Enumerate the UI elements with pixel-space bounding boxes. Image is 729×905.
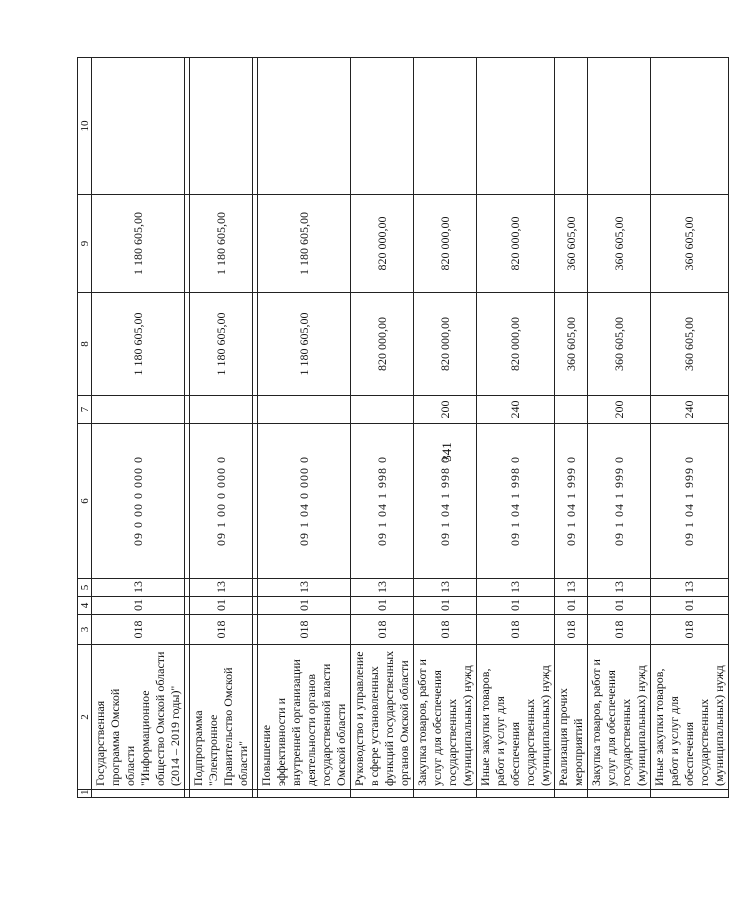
target-article-cell: 09 1 04 0 000 0 (258, 424, 351, 579)
expense-type-cell: 200 (588, 396, 651, 424)
amount-cell: 360 605,00 (555, 195, 588, 293)
expense-type-cell: 200 (414, 396, 477, 424)
subsection-cell: 13 (588, 579, 651, 597)
section-cell: 01 (92, 597, 185, 615)
amount-cell (258, 58, 351, 195)
subsection-cell: 13 (555, 579, 588, 597)
row-name-cell: Иные закупки товаров, работ и услуг для обеспечения государственных (муниципальных) нужд (477, 645, 555, 790)
section-cell: 01 (588, 597, 651, 615)
column-header: 6 (78, 424, 92, 579)
subsection-cell: 13 (477, 579, 555, 597)
code-cell: 018 (414, 615, 477, 645)
code-cell: 018 (190, 615, 253, 645)
expense-type-cell (92, 396, 185, 424)
amount-cell: 820 000,00 (477, 195, 555, 293)
amount-cell: 360 605,00 (588, 195, 651, 293)
row-name-cell: Иные закупки товаров, работ и услуг для обеспечения государственных (муниципальных) нужд (651, 645, 729, 790)
amount-cell (92, 58, 185, 195)
amount-cell: 1 180 605,00 (190, 195, 253, 293)
column-header: 7 (78, 396, 92, 424)
target-article-cell: 09 1 00 0 000 0 (190, 424, 253, 579)
code-cell: 018 (351, 615, 414, 645)
code-cell: 018 (651, 615, 729, 645)
column-header: 1 (78, 790, 92, 798)
row-name-cell: Закупка товаров, работ и услуг для обеспечения государственных (муниципальных) нужд (588, 645, 651, 790)
expense-type-cell: 240 (651, 396, 729, 424)
target-article-cell: 09 1 04 1 998 0 (477, 424, 555, 579)
row-index-cell (92, 790, 185, 798)
amount-cell: 1 180 605,00 (190, 293, 253, 396)
table-row (588, 58, 651, 798)
amount-cell: 1 180 605,00 (92, 293, 185, 396)
target-article-cell: 09 0 00 0 000 0 (92, 424, 185, 579)
row-index-cell (555, 790, 588, 798)
amount-cell: 820 000,00 (351, 195, 414, 293)
section-cell: 01 (651, 597, 729, 615)
section-cell: 01 (555, 597, 588, 615)
amount-cell: 1 180 605,00 (258, 195, 351, 293)
row-name-cell: Реализация прочих мероприятий (555, 645, 588, 790)
code-cell: 018 (555, 615, 588, 645)
amount-cell: 820 000,00 (414, 195, 477, 293)
column-header: 2 (78, 645, 92, 790)
column-header: 10 (78, 58, 92, 195)
row-index-cell (414, 790, 477, 798)
expense-type-cell (258, 396, 351, 424)
row-index-cell (258, 790, 351, 798)
table-row (651, 58, 729, 798)
code-cell: 018 (258, 615, 351, 645)
amount-cell: 360 605,00 (651, 195, 729, 293)
row-index-cell (477, 790, 555, 798)
amount-cell: 1 180 605,00 (92, 195, 185, 293)
budget-table (77, 57, 729, 798)
table-row (190, 58, 253, 798)
amount-cell: 360 605,00 (651, 293, 729, 396)
target-article-cell: 09 1 04 1 999 0 (555, 424, 588, 579)
row-index-cell (651, 790, 729, 798)
amount-cell (651, 58, 729, 195)
column-header: 8 (78, 293, 92, 396)
row-index-cell (351, 790, 414, 798)
amount-cell (588, 58, 651, 195)
row-name-cell: Государственная программа Омской области "Информационное общество Омской области (2014 – 2019 годы)" (92, 645, 185, 790)
table-row (414, 58, 477, 798)
amount-cell: 820 000,00 (477, 293, 555, 396)
code-cell: 018 (588, 615, 651, 645)
amount-cell (351, 58, 414, 195)
target-article-cell: 09 1 04 1 998 0 (414, 424, 477, 579)
section-cell: 01 (414, 597, 477, 615)
amount-cell (555, 58, 588, 195)
column-header: 5 (78, 579, 92, 597)
target-article-cell: 09 1 04 1 998 0 (351, 424, 414, 579)
table-row (477, 58, 555, 798)
section-cell: 01 (477, 597, 555, 615)
subsection-cell: 13 (351, 579, 414, 597)
expense-type-cell (190, 396, 253, 424)
row-name-cell: Повышение эффективности и внутренней организации деятельности органов государственной власти Омской области (258, 645, 351, 790)
table-row (258, 58, 351, 798)
budget-table-rotated (77, 58, 726, 798)
amount-cell: 360 605,00 (555, 293, 588, 396)
amount-cell (190, 58, 253, 195)
amount-cell (414, 58, 477, 195)
target-article-cell: 09 1 04 1 999 0 (651, 424, 729, 579)
row-index-cell (588, 790, 651, 798)
subsection-cell: 13 (258, 579, 351, 597)
subsection-cell: 13 (414, 579, 477, 597)
subsection-cell: 13 (651, 579, 729, 597)
column-header: 3 (78, 615, 92, 645)
section-cell: 01 (351, 597, 414, 615)
table-row (92, 58, 185, 798)
row-index-cell (190, 790, 253, 798)
column-header-row (78, 58, 92, 798)
code-cell: 018 (92, 615, 185, 645)
expense-type-cell (555, 396, 588, 424)
table-row (555, 58, 588, 798)
column-header: 4 (78, 597, 92, 615)
code-cell: 018 (477, 615, 555, 645)
row-name-cell: Руководство и управление в сфере установленных функций государственных органов Омской области (351, 645, 414, 790)
column-header: 9 (78, 195, 92, 293)
section-cell: 01 (190, 597, 253, 615)
amount-cell: 1 180 605,00 (258, 293, 351, 396)
expense-type-cell (351, 396, 414, 424)
amount-cell: 360 605,00 (588, 293, 651, 396)
subsection-cell: 13 (92, 579, 185, 597)
subsection-cell: 13 (190, 579, 253, 597)
row-name-cell: Закупка товаров, работ и услуг для обеспечения государственных (муниципальных) нужд (414, 645, 477, 790)
amount-cell: 820 000,00 (414, 293, 477, 396)
target-article-cell: 09 1 04 1 999 0 (588, 424, 651, 579)
amount-cell: 820 000,00 (351, 293, 414, 396)
row-name-cell: Подпрограмма "Электронное Правительство Омской области" (190, 645, 253, 790)
table-row (351, 58, 414, 798)
amount-cell (477, 58, 555, 195)
section-cell: 01 (258, 597, 351, 615)
expense-type-cell: 240 (477, 396, 555, 424)
page-number: 341 (439, 442, 454, 462)
